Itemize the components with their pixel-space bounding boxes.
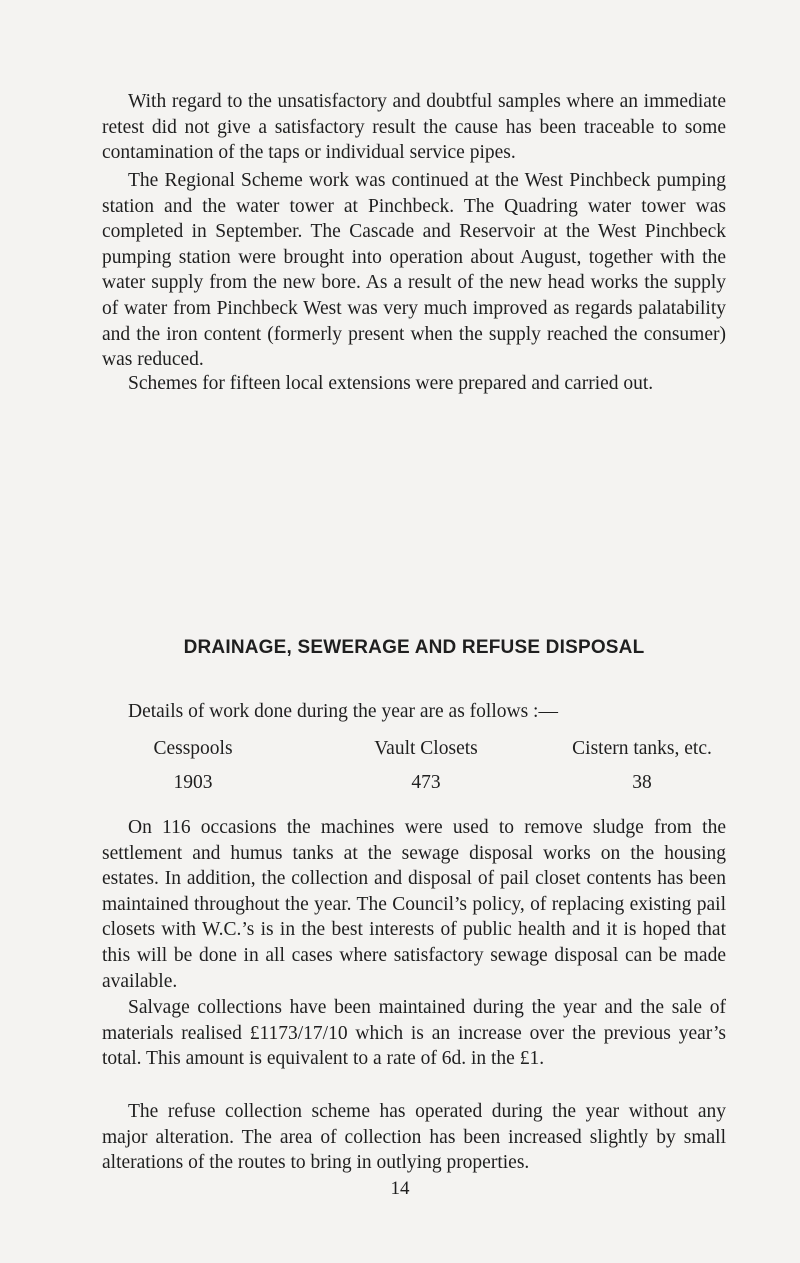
table-header-cistern-tanks: Cistern tanks, etc. [572,738,712,759]
table-header-vault-closets: Vault Closets [374,738,478,759]
paragraph-local-extensions: Schemes for fifteen local extensions were prepared and carried out. [128,373,654,394]
paragraph-regional-scheme: The Regional Scheme work was continued at the West Pinchbeck pumping station and the water tower at Pinchbeck. The Quadring water tower was completed in September. The Cascade and Reservoir at the West Pinchbeck pumping station were brought into operation about August, together with the water supply from the new bore. As a result of the new head works the supply of water from Pinchbeck West was very much improved as regards palatability and the iron content (formerly present when the supply reached the consumer) was reduced. [102,170,726,371]
table-value-vault-closets: 473 [411,772,441,793]
page-number: 14 [390,1178,410,1199]
table-header-cesspools: Cesspools [153,738,233,759]
paragraph-sludge-removal: On 116 occasions the machines were used to remove sludge from the settlement and humus tanks at the sewage disposal works on the housing estates. In addition, the collection and disposal of pail closet contents has been maintained throughout the year. The Council’s policy, of replacing existing pail closets with W.C.’s is in the best interests of public health and it is hoped that this will be done in all cases where satisfactory sewage disposal can be made available. [102,817,726,992]
section-heading: DRAINAGE, SEWERAGE AND REFUSE DISPOSAL [183,637,645,658]
paragraph-refuse-collection: The refuse collection scheme has operated during the year without any major alteration. The area of collection has been increased slightly by small alterations of the routes to bring in outlying properties. [102,1101,726,1174]
work-table-header-row [102,738,726,764]
work-table-values-row [102,772,726,798]
section-intro: Details of work done during the year are as follows :— [128,701,558,722]
table-value-cistern-tanks: 38 [632,772,652,793]
table-value-cesspools: 1903 [173,772,213,793]
paragraph-salvage-collections: Salvage collections have been maintained during the year and the sale of materials realised £1173/17/10 which is an increase over the previous year’s total. This amount is equivalent to a rate of 6d. in the £1. [102,997,726,1070]
paragraph-retest-samples: With regard to the unsatisfactory and doubtful samples where an immediate retest did not give a satisfactory result the cause has been traceable to some contamination of the taps or individual service pipes. [102,91,726,164]
